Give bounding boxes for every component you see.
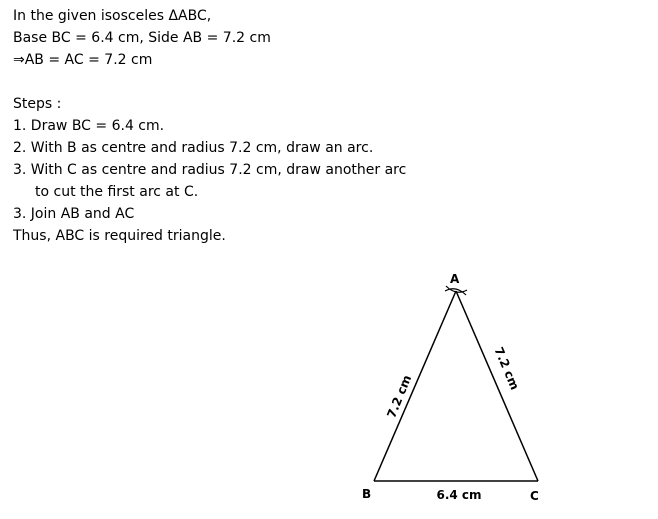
step-3-continued: to cut the first arc at C. bbox=[35, 184, 199, 200]
given-measurements: Base BC = 6.4 cm, Side AB = 7.2 cm bbox=[13, 30, 271, 46]
step-3: 3. With C as centre and radius 7.2 cm, draw another arc bbox=[13, 162, 407, 178]
side-ac bbox=[456, 291, 538, 481]
side-ab bbox=[374, 291, 456, 481]
steps-heading: Steps : bbox=[13, 96, 62, 112]
step-2: 2. With B as centre and radius 7.2 cm, draw an arc. bbox=[13, 140, 374, 156]
vertex-b-label: B bbox=[362, 487, 372, 501]
step-4: 3. Join AB and AC bbox=[13, 206, 135, 222]
conclusion: Thus, ABC is required triangle. bbox=[13, 228, 226, 244]
given-conclusion: ⇒AB = AC = 7.2 cm bbox=[13, 52, 153, 68]
given-statement: In the given isosceles ΔABC, bbox=[13, 8, 212, 24]
vertex-a-label: A bbox=[450, 272, 460, 286]
base-bc-label: 6.4 cm bbox=[436, 488, 482, 502]
vertex-c-label: C bbox=[530, 489, 539, 503]
side-ab-label: 7.2 cm bbox=[384, 372, 415, 421]
side-ac-label: 7.2 cm bbox=[491, 344, 522, 392]
step-1: 1. Draw BC = 6.4 cm. bbox=[13, 118, 165, 134]
